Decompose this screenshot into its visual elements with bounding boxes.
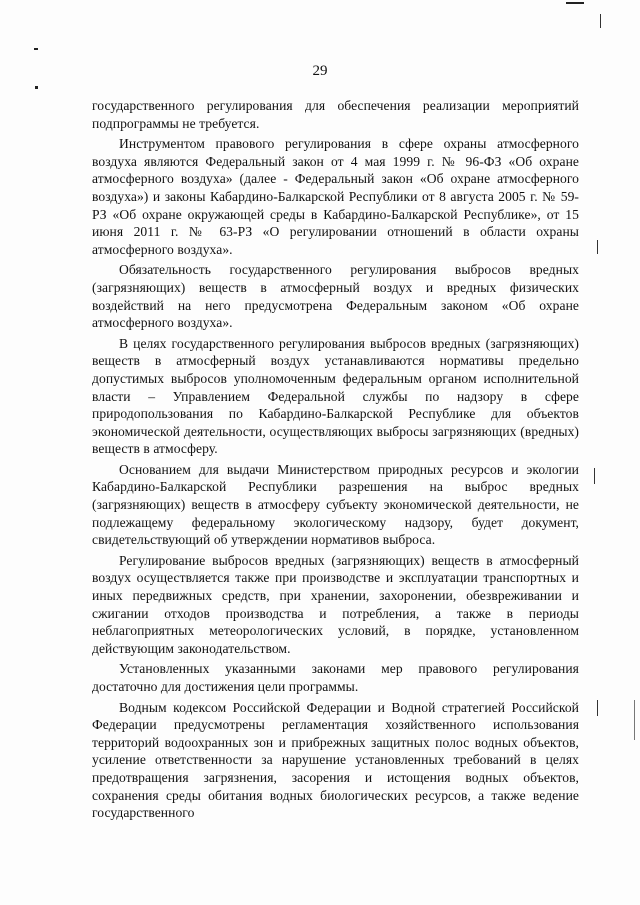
paragraph: Установленных указанными законами мер правового регулирования достаточно для достижения цели программы. xyxy=(92,661,579,694)
scan-edge-line xyxy=(634,700,635,740)
scan-mark xyxy=(566,2,584,4)
scan-mark xyxy=(35,86,38,89)
page-number: 29 xyxy=(312,63,328,79)
scan-edge-line xyxy=(597,240,598,254)
scan-edge-line xyxy=(600,14,601,28)
scan-edge-line xyxy=(597,700,598,716)
scan-mark xyxy=(34,48,38,50)
paragraph: Инструментом правового регулирования в сфере охраны атмосферного воздуха являются Федеральный закон от 4 мая 1999 г. № 96-ФЗ «Об охране атмосферного воздуха» (далее - Федеральный закон «Об охране атмосферного воздуха») и законы Кабардино-Балкарской Республики от 8 августа 2005 г. № 59-РЗ «Об охране окружающей среды в Кабардино-Балкарской Республике», от 15 июня 2011 г. № 63-РЗ «О регулировании отношений в области охраны атмосферного воздуха». xyxy=(92,136,579,257)
paragraph: Основанием для выдачи Министерством природных ресурсов и экологии Кабардино-Балкарской Республики разрешения на выброс вредных (загрязняющих) веществ в атмосферу субъекту экономической деятельности, не подлежащему федеральному экологическому надзору, будет документ, свидетельствующий об утверждении нормативов выброса. xyxy=(92,461,579,548)
scan-edge-line xyxy=(594,468,595,484)
paragraph: Регулирование выбросов вредных (загрязняющих) веществ в атмосферный воздух осуществляется также при производстве и эксплуатации транспортных и иных передвижных средств, при хранении, захоронении, обезвреживании и сжигании отходов производства и потребления, а также в периоды неблагоприятных метеорологических условий, в порядке, установленном действующим законодательством. xyxy=(92,552,579,656)
paragraph: Водным кодексом Российской Федерации и Водной стратегией Российской Федерации предусмотрены регламентация хозяйственного использования территорий водоохранных зон и прибрежных защитных полос водных объектов, усиление ответственности за нарушение установленных требований в целях предотвращения загрязнения, засорения и истощения водных объектов, сохранения среды обитания водных биологических ресурсов, а также ведение государственного xyxy=(92,699,579,821)
body-text xyxy=(92,97,579,825)
paragraph: государственного регулирования для обеспечения реализации мероприятий подпрограммы не требуется. xyxy=(92,98,579,131)
paragraph: Обязательность государственного регулирования выбросов вредных (загрязняющих) веществ в атмосферный воздух и вредных физических воздействий на него предусмотрена Федеральным законом «Об охране атмосферного воздуха». xyxy=(92,262,579,331)
paragraph: В целях государственного регулирования выбросов вредных (загрязняющих) веществ в атмосферный воздух устанавливаются нормативы предельно допустимых выбросов уполномоченным федеральным органом исполнительной власти – Управлением Федеральной службы по надзору в сфере природопользования по Кабардино-Балкарской Республике для объектов экономической деятельности, осуществляющих выбросы загрязняющих (вредных) веществ в атмосферу. xyxy=(92,335,579,457)
